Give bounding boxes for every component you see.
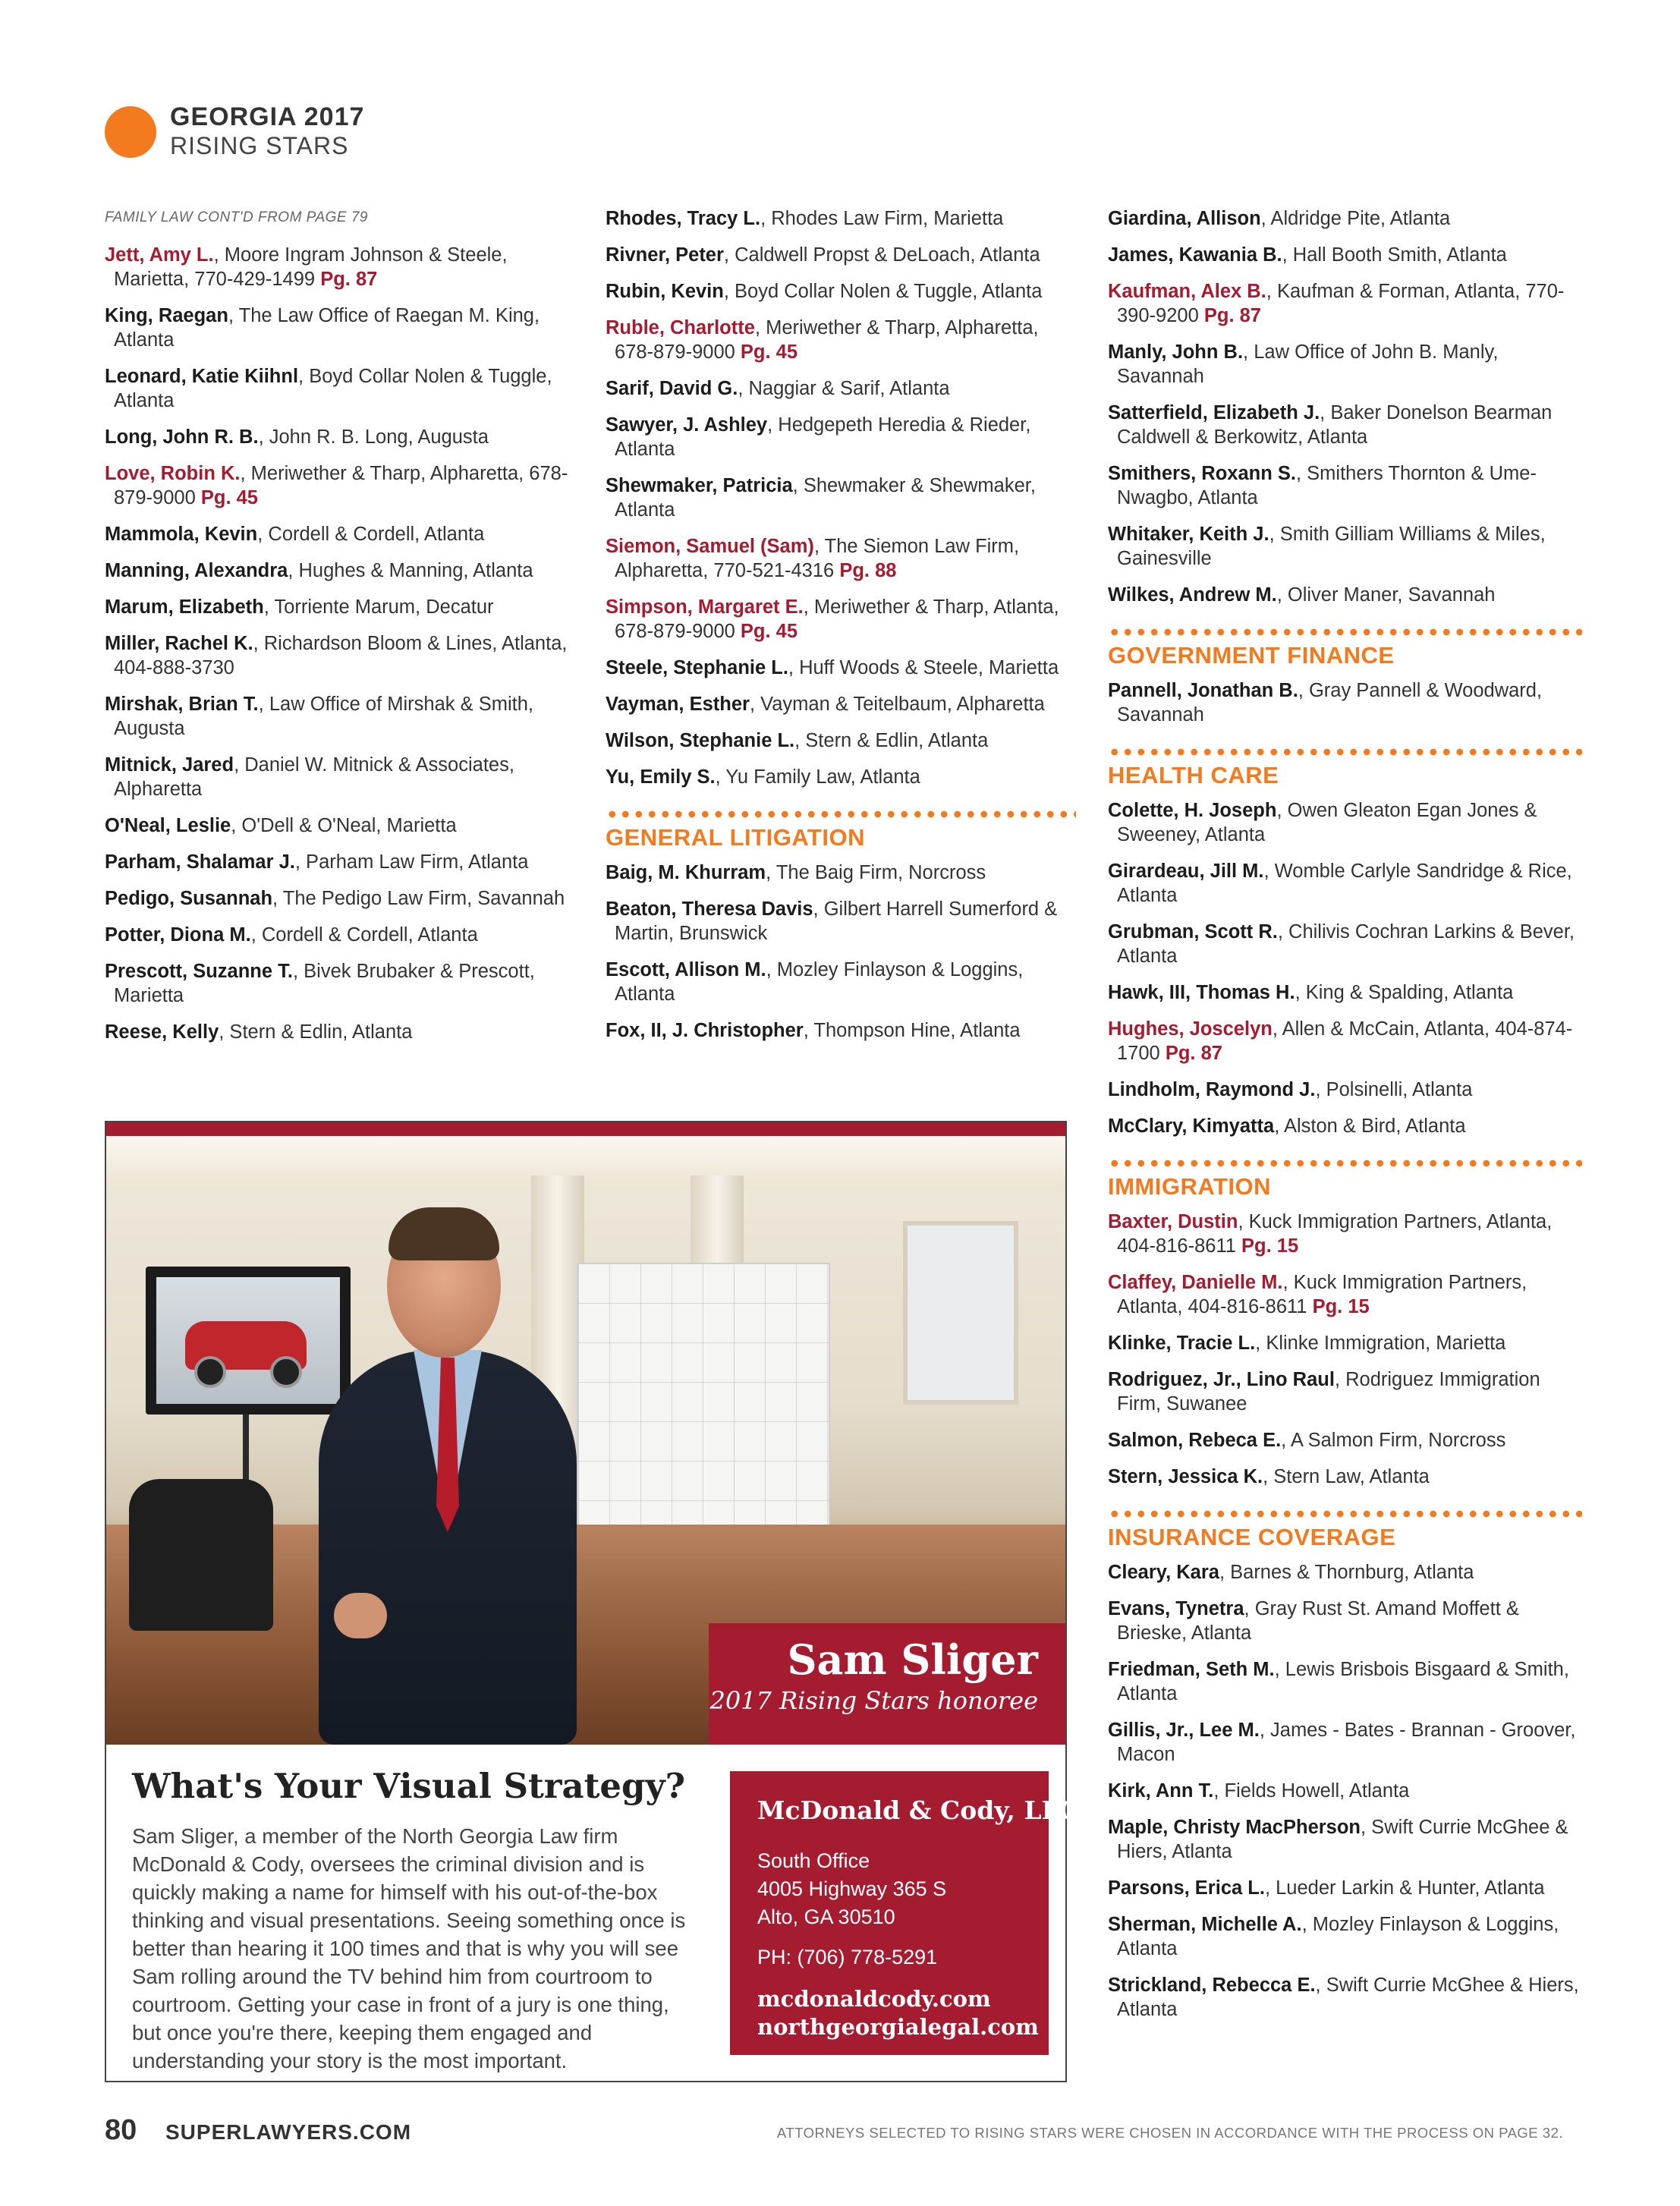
attorney-firm: , Mozley Finlayson & Loggins, Atlanta — [615, 959, 1024, 1005]
attorney-firm: , Allen & McCain, Atlanta, 404-874-1700 — [1117, 1018, 1573, 1064]
attorney-firm: , Meriwether & Tharp, Alpharetta, 678-879-9000 — [615, 317, 1039, 363]
attorney-firm: , Naggiar & Sarif, Atlanta — [738, 378, 950, 399]
attorney-entry — [606, 376, 1076, 401]
attorney-name: Lindholm, Raymond J. — [1108, 1079, 1316, 1100]
attorney-name: Pannell, Jonathan B. — [1108, 680, 1298, 701]
attorney-firm: , The Baig Firm, Norcross — [766, 862, 986, 883]
attorney-firm: , Boyd Collar Nolen & Tuggle, Atlanta — [723, 281, 1043, 302]
attorney-entry — [1108, 1973, 1582, 2022]
attorney-firm: , Law Office of John B. Manly, Savannah — [1117, 341, 1499, 387]
attorney-name: Beaton, Theresa Davis — [606, 898, 813, 920]
attorney-firm: , Rhodes Law Firm, Marietta — [760, 208, 1004, 229]
attorney-name: Grubman, Scott R. — [1108, 921, 1278, 943]
attorney-entry — [606, 279, 1076, 304]
attorney-firm: , A Salmon Firm, Norcross — [1281, 1430, 1506, 1451]
wheel-icon — [270, 1356, 302, 1388]
attorney-name: Rivner, Peter — [606, 244, 724, 266]
attorney-entry — [105, 425, 579, 449]
attorney-firm: , O'Dell & O'Neal, Marietta — [231, 815, 457, 836]
attorney-list — [1108, 1210, 1582, 1489]
attorney-name: Siemon, Samuel (Sam) — [606, 536, 814, 557]
attorney-list — [1108, 678, 1582, 727]
header-year: 2017 — [304, 102, 365, 131]
attorney-entry — [606, 474, 1076, 522]
attorney-name: Sawyer, J. Ashley — [606, 414, 768, 436]
attorney-name: Klinke, Tracie L. — [1108, 1333, 1256, 1354]
attorney-name: Escott, Allison M. — [606, 959, 766, 980]
attorney-name: James, Kawania B. — [1108, 244, 1282, 266]
attorney-entry — [105, 559, 579, 583]
attorney-entry — [606, 765, 1076, 789]
attorney-name: Colette, H. Joseph — [1108, 800, 1277, 821]
attorney-entry — [1108, 1779, 1582, 1803]
attorney-firm: , Aldridge Pite, Atlanta — [1260, 208, 1451, 229]
attorney-name: Parsons, Erica L. — [1108, 1877, 1265, 1899]
attorney-name: Long, John R. B. — [105, 426, 259, 448]
ad-body: Sam Sliger, a member of the North Georgia Law firm McDonald & Cody, oversees the criminal division and is quickly making a name for himself with his out-of-the-box thinking and visual presentations. Seeing something once is better than hearing it 100 times and that is why you will see Sam rolling around the TV behind him from courtroom to courtroom. Getting your case in front of a jury is one thing, but once you're there, keeping them engaged and understanding your story is the most important. — [132, 1824, 686, 2072]
honoree-name: Sam Sliger — [787, 1635, 1038, 1684]
attorney-entry — [105, 959, 579, 1008]
page-reference[interactable]: Pg. 15 — [1312, 1296, 1370, 1317]
attorney-name: McClary, Kimyatta — [1108, 1116, 1275, 1137]
dotted-divider — [1108, 748, 1582, 756]
attorney-firm: , Meriwether & Tharp, Atlanta, 678-879-9000 — [615, 596, 1059, 642]
attorney-firm: , Parham Law Firm, Atlanta — [294, 851, 529, 873]
attorney-name: Yu, Emily S. — [606, 766, 716, 788]
attorney-firm: , Owen Gleaton Egan Jones & Sweeney, Atlanta — [1117, 800, 1537, 845]
attorney-name: Mammola, Kevin — [105, 524, 258, 545]
header-state: GEORGIA — [170, 102, 297, 131]
attorney-firm: , Cordell & Cordell, Atlanta — [257, 524, 485, 545]
address-line-1: 4005 Highway 365 S — [757, 1877, 947, 1900]
attorney-firm: , Kuck Immigration Partners, Atlanta, 404-816-8611 — [1117, 1272, 1527, 1317]
attorney-firm: , Oliver Maner, Savannah — [1276, 584, 1496, 606]
attorney-name: Stern, Jessica K. — [1108, 1466, 1263, 1487]
attorney-entry — [1108, 980, 1582, 1005]
attorney-entry — [1108, 1017, 1582, 1065]
practice-sections — [1108, 628, 1582, 2022]
attorney-name: Steele, Stephanie L. — [606, 657, 788, 678]
attorney-list — [105, 243, 579, 1044]
attorney-name: Marum, Elizabeth — [105, 596, 264, 618]
attorney-firm: , Richardson Bloom & Lines, Atlanta, 404-888-3730 — [114, 633, 568, 678]
attorney-name: Rodriguez, Jr., Lino Raul — [1108, 1369, 1335, 1390]
tv-screen — [156, 1277, 340, 1404]
attorney-entry — [105, 813, 579, 838]
attorney-entry — [1108, 522, 1582, 571]
page-number: 80 — [105, 2114, 137, 2146]
attorney-entry — [1108, 279, 1582, 328]
attorney-firm: , Kaufman & Forman, Atlanta, 770-390-9200 — [1117, 281, 1565, 326]
attorney-name: Claffey, Danielle M. — [1108, 1272, 1283, 1293]
attorney-name: Leonard, Katie Kiihnl — [105, 366, 299, 387]
attorney-firm: , Swift Currie McGhee & Hiers, Atlanta — [1117, 1975, 1579, 2020]
attorney-list — [1108, 798, 1582, 1138]
attorney-list — [1108, 1560, 1582, 2022]
attorney-entry — [105, 243, 579, 291]
attorney-firm: , Bivek Brubaker & Prescott, Marietta — [114, 961, 535, 1006]
attorney-firm: , Gray Rust St. Amand Moffett & Brieske, Atlanta — [1117, 1598, 1519, 1644]
attorney-name: Simpson, Margaret E. — [606, 596, 804, 618]
person-hair — [389, 1207, 499, 1260]
attorney-entry — [1108, 340, 1582, 389]
attorney-firm: , Fields Howell, Atlanta — [1213, 1780, 1410, 1802]
section-title: INSURANCE COVERAGE — [1108, 1524, 1396, 1550]
attorney-name: Pedigo, Susannah — [105, 888, 273, 909]
attorney-entry — [105, 1020, 579, 1044]
dotted-divider — [1108, 628, 1582, 636]
attorney-firm: , Thompson Hine, Atlanta — [803, 1020, 1021, 1041]
continued-note: FAMILY LAW CONT'D FROM PAGE 79 — [105, 209, 368, 225]
attorney-entry — [606, 897, 1076, 946]
attorney-entry — [1108, 461, 1582, 510]
attorney-entry — [105, 753, 579, 801]
honoree-banner — [709, 1623, 1065, 1745]
attorney-name: Manning, Alexandra — [105, 560, 288, 581]
attorney-firm: , Huff Woods & Steele, Marietta — [788, 657, 1059, 678]
attorney-firm: , Smith Gilliam Williams & Miles, Gainesville — [1117, 524, 1546, 569]
attorney-entry — [105, 631, 579, 680]
attorney-entry — [1108, 243, 1582, 267]
dotted-divider — [606, 810, 1076, 818]
attorney-firm: , Lueder Larkin & Hunter, Atlanta — [1264, 1877, 1545, 1899]
website-link[interactable]: northgeorgialegal.com — [757, 2014, 1039, 2040]
attorney-entry — [1108, 1465, 1582, 1489]
attorney-name: King, Raegan — [105, 305, 228, 326]
attorney-entry — [606, 958, 1076, 1006]
attorney-name: Fox, II, J. Christopher — [606, 1020, 804, 1041]
attorney-firm: , Swift Currie McGhee & Hiers, Atlanta — [1117, 1817, 1568, 1862]
attorney-entry — [1108, 859, 1582, 908]
attorney-name: Jett, Amy L. — [105, 244, 214, 266]
attorney-firm: , Hughes & Manning, Atlanta — [288, 560, 533, 581]
attorney-firm: , Chilivis Cochran Larkins & Bever, Atlanta — [1117, 921, 1575, 967]
attorney-entry — [606, 692, 1076, 716]
column-3 — [1108, 206, 1582, 2034]
attorney-name: Reese, Kelly — [105, 1021, 219, 1043]
attorney-firm: , Klinke Immigration, Marietta — [1255, 1333, 1506, 1354]
attorney-name: Baig, M. Khurram — [606, 862, 766, 883]
attorney-firm: , Stern & Edlin, Atlanta — [219, 1021, 413, 1043]
attorney-entry — [1108, 1597, 1582, 1645]
attorney-entry — [105, 522, 579, 546]
office-label: South Office — [757, 1849, 870, 1872]
attorney-name: O'Neal, Leslie — [105, 815, 231, 836]
attorney-entry — [105, 692, 579, 741]
attorney-firm: , Shewmaker & Shewmaker, Atlanta — [615, 475, 1036, 521]
ad-photo — [106, 1122, 1065, 1745]
attorney-entry — [1108, 1078, 1582, 1102]
attorney-entry — [105, 364, 579, 413]
attorney-name: Parham, Shalamar J. — [105, 851, 295, 873]
attorney-entry — [1108, 1560, 1582, 1584]
ad-top-bar — [106, 1122, 1065, 1136]
attorney-name: Salmon, Rebeca E. — [1108, 1430, 1282, 1451]
attorney-firm: , Baker Donelson Bearman Caldwell & Berkowitz, Atlanta — [1117, 402, 1553, 448]
attorney-name: Gillis, Jr., Lee M. — [1108, 1720, 1260, 1741]
site-name[interactable]: SUPERLAWYERS.COM — [165, 2120, 412, 2144]
attorney-firm: , Daniel W. Mitnick & Associates, Alpharetta — [114, 754, 514, 800]
attorney-firm: , The Pedigo Law Firm, Savannah — [272, 888, 565, 909]
attorney-firm: , Lewis Brisbois Bisgaard & Smith, Atlanta — [1117, 1659, 1569, 1704]
attorney-entry — [1108, 798, 1582, 847]
attorney-name: Whitaker, Keith J. — [1108, 524, 1269, 545]
dotted-divider — [1108, 1510, 1582, 1518]
attorney-entry — [606, 861, 1076, 885]
attorney-entry — [606, 595, 1076, 644]
orange-circle-icon — [105, 106, 156, 158]
attorney-name: Evans, Tynetra — [1108, 1598, 1244, 1619]
photo-window — [903, 1221, 1018, 1405]
attorney-firm: , Vayman & Teitelbaum, Alpharetta — [749, 694, 1045, 715]
attorney-name: Giardina, Allison — [1108, 208, 1261, 229]
attorney-entry — [1108, 1718, 1582, 1767]
attorney-entry — [105, 595, 579, 619]
attorney-name: Girardeau, Jill M. — [1108, 861, 1264, 882]
attorney-name: Kaufman, Alex B. — [1108, 281, 1266, 302]
column-2 — [606, 206, 1076, 1055]
firm-contact-box — [730, 1771, 1080, 2055]
attorney-firm: , Cordell & Cordell, Atlanta — [250, 924, 478, 946]
attorney-entry — [606, 534, 1076, 583]
attorney-name: Kirk, Ann T. — [1108, 1780, 1214, 1802]
attorney-name: Maple, Christy MacPherson — [1108, 1817, 1361, 1838]
advertisement — [105, 1121, 1080, 2082]
attorney-firm: , King & Spalding, Atlanta — [1295, 982, 1514, 1003]
attorney-name: Ruble, Charlotte — [606, 317, 755, 338]
photo-tv — [146, 1267, 351, 1415]
attorney-entry — [105, 923, 579, 947]
attorney-firm: , Alston & Bird, Atlanta — [1274, 1116, 1466, 1137]
attorney-name: Rubin, Kevin — [606, 281, 724, 302]
attorney-name: Prescott, Suzanne T. — [105, 961, 293, 982]
attorney-entry — [105, 304, 579, 352]
attorney-entry — [1108, 1912, 1582, 1961]
attorney-entry — [105, 461, 579, 510]
attorney-entry — [1108, 1331, 1582, 1355]
attorney-firm: , Rodriguez Immigration Firm, Suwanee — [1117, 1369, 1540, 1415]
attorney-name: Potter, Diona M. — [105, 924, 251, 946]
attorney-name: Rhodes, Tracy L. — [606, 208, 761, 229]
attorney-name: Smithers, Roxann S. — [1108, 463, 1296, 484]
section-title: HEALTH CARE — [1108, 762, 1279, 788]
attorney-firm: , Barnes & Thornburg, Atlanta — [1219, 1562, 1474, 1583]
attorney-list — [606, 861, 1076, 1043]
attorney-entry — [1108, 401, 1582, 449]
footer-disclaimer: ATTORNEYS SELECTED TO RISING STARS WERE CHOSEN IN ACCORDANCE WITH THE PROCESS ON PAGE 32. — [776, 2125, 1563, 2141]
attorney-firm: , Stern Law, Atlanta — [1263, 1466, 1430, 1487]
page-reference[interactable]: Pg. 87 — [1165, 1043, 1222, 1064]
attorney-entry — [606, 1018, 1076, 1043]
attorney-firm: , Meriwether & Tharp, Alpharetta, 678-879-9000 — [114, 463, 568, 508]
attorney-name: Hawk, III, Thomas H. — [1108, 982, 1295, 1003]
attorney-firm: , Gray Pannell & Woodward, Savannah — [1117, 680, 1543, 725]
attorney-name: Satterfield, Elizabeth J. — [1108, 402, 1320, 423]
attorney-entry — [105, 850, 579, 874]
attorney-name: Vayman, Esther — [606, 694, 750, 715]
attorney-entry — [1108, 1114, 1582, 1138]
attorney-name: Cleary, Kara — [1108, 1562, 1219, 1583]
attorney-firm: , Stern & Edlin, Atlanta — [794, 730, 989, 751]
attorney-firm: , Mozley Finlayson & Loggins, Atlanta — [1117, 1914, 1559, 1959]
attorney-firm: , John R. B. Long, Augusta — [258, 426, 489, 448]
section-title: GOVERNMENT FINANCE — [1108, 642, 1395, 669]
attorney-firm: , Smithers Thornton & Ume-Nwagbo, Atlanta — [1117, 463, 1537, 508]
attorney-firm: , The Law Office of Raegan M. King, Atlanta — [114, 305, 540, 351]
attorney-name: Sherman, Michelle A. — [1108, 1914, 1302, 1935]
page-footer — [105, 2114, 1563, 2145]
attorney-entry — [1108, 1210, 1582, 1258]
attorney-entry — [1108, 1876, 1582, 1900]
page-reference[interactable]: Pg. 87 — [320, 269, 378, 290]
photo-chair — [129, 1479, 273, 1631]
attorney-name: Friedman, Seth M. — [1108, 1659, 1275, 1680]
attorney-entry — [606, 243, 1076, 267]
attorney-name: Mitnick, Jared — [105, 754, 234, 776]
attorney-firm: , Polsinelli, Atlanta — [1315, 1079, 1473, 1100]
attorney-firm: , Womble Carlyle Sandridge & Rice, Atlanta — [1117, 861, 1572, 906]
honoree-subtitle: 2017 Rising Stars honoree — [709, 1686, 1038, 1715]
attorney-name: Miller, Rachel K. — [105, 633, 253, 654]
attorney-entry — [1108, 1428, 1582, 1452]
page-reference[interactable]: Pg. 88 — [839, 560, 897, 581]
column-1 — [105, 206, 579, 1056]
attorney-firm: , Hedgepeth Heredia & Rieder, Atlanta — [615, 414, 1031, 460]
attorney-name: Shewmaker, Patricia — [606, 475, 793, 496]
attorney-name: Strickland, Rebecca E. — [1108, 1975, 1316, 1996]
header-title — [170, 102, 364, 132]
wheel-icon — [194, 1356, 226, 1388]
attorney-name: Wilkes, Andrew M. — [1108, 584, 1277, 606]
attorney-firm: , Moore Ingram Johnson & Steele, Marietta, 770-429-1499 — [114, 244, 508, 290]
photo-ceiling — [106, 1136, 1065, 1189]
page-reference[interactable]: Pg. 15 — [1241, 1235, 1299, 1257]
attorney-firm: , Kuck Immigration Partners, Atlanta, 404-816-8611 — [1117, 1211, 1553, 1257]
dotted-divider — [1108, 1160, 1582, 1167]
header-text — [170, 102, 364, 159]
attorney-firm: , Caldwell Propst & DeLoach, Atlanta — [723, 244, 1040, 266]
page-reference[interactable]: Pg. 45 — [200, 487, 258, 508]
firm-name: McDonald & Cody, LLC — [757, 1795, 1080, 1825]
attorney-firm: , Hall Booth Smith, Atlanta — [1282, 244, 1507, 266]
attorney-entry — [1108, 1270, 1582, 1319]
attorney-name: Mirshak, Brian T. — [105, 694, 259, 715]
attorney-firm: , Yu Family Law, Atlanta — [715, 766, 920, 788]
attorney-firm: , Gilbert Harrell Sumerford & Martin, Brunswick — [615, 898, 1058, 944]
attorney-name: Sarif, David G. — [606, 378, 738, 399]
attorney-firm: , Law Office of Mirshak & Smith, Augusta — [114, 694, 533, 739]
attorney-entry — [606, 206, 1076, 231]
attorney-entry — [105, 886, 579, 911]
attorney-firm: , Torriente Marum, Decatur — [263, 596, 494, 618]
attorney-entry — [1108, 920, 1582, 968]
page-reference[interactable]: Pg. 87 — [1203, 305, 1261, 326]
attorney-list — [1108, 206, 1582, 607]
attorney-entry — [606, 656, 1076, 680]
attorney-name: Baxter, Dustin — [1108, 1211, 1238, 1232]
attorney-name: Wilson, Stephanie L. — [606, 730, 795, 751]
page-reference[interactable]: Pg. 45 — [740, 341, 798, 363]
attorney-name: Manly, John B. — [1108, 341, 1244, 363]
attorney-name: Love, Robin K. — [105, 463, 241, 484]
attorney-entry — [606, 413, 1076, 461]
ad-headline: What's Your Visual Strategy? — [132, 1766, 686, 1806]
address-line-2: Alto, GA 30510 — [757, 1905, 895, 1928]
attorney-entry — [1108, 1815, 1582, 1864]
attorney-firm: , The Siemon Law Firm, Alpharetta, 770-521-4316 — [615, 536, 1020, 581]
website-link[interactable]: mcdonaldcody.com — [757, 1986, 991, 2012]
attorney-entry — [606, 316, 1076, 364]
section-title: IMMIGRATION — [1108, 1173, 1272, 1200]
attorney-list — [606, 206, 1076, 789]
attorney-entry — [606, 729, 1076, 753]
attorney-entry — [1108, 206, 1582, 231]
attorney-firm: , Boyd Collar Nolen & Tuggle, Atlanta — [114, 366, 552, 411]
firm-phone: PH: (706) 778-5291 — [757, 1946, 938, 1968]
attorney-entry — [1108, 1367, 1582, 1416]
page-reference[interactable]: Pg. 45 — [740, 621, 798, 642]
attorney-name: Hughes, Joscelyn — [1108, 1018, 1273, 1040]
section-title-general-litigation: GENERAL LITIGATION — [606, 824, 865, 851]
person-hand — [334, 1593, 387, 1638]
attorney-firm: , James - Bates - Brannan - Groover, Macon — [1117, 1720, 1576, 1765]
attorney-entry — [1108, 583, 1582, 607]
attorney-entry — [1108, 1657, 1582, 1706]
header-subtitle: RISING STARS — [170, 132, 349, 159]
attorney-entry — [1108, 678, 1582, 727]
